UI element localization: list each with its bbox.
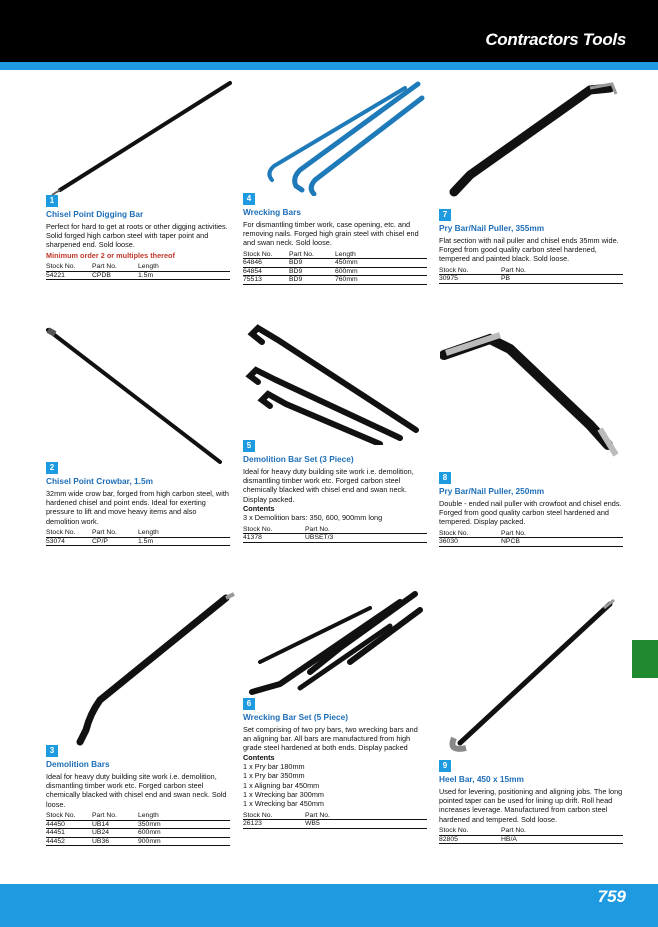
product-8 bbox=[439, 472, 623, 547]
cell-length: 900mm bbox=[138, 837, 230, 846]
page-title: Contractors Tools bbox=[485, 30, 626, 49]
th-part: Part No. bbox=[501, 267, 623, 275]
th-part: Part No. bbox=[92, 529, 138, 537]
cell-length: 600mm bbox=[138, 829, 230, 838]
cell-stock: 53074 bbox=[46, 537, 92, 546]
table-row bbox=[243, 276, 427, 285]
cell-stock: 44450 bbox=[46, 820, 92, 829]
th-part: Part No. bbox=[501, 530, 623, 538]
product-table bbox=[439, 827, 623, 844]
product-description: Perfect for hard to get at roots or other digging activities. Solid forged high carbon steel with taper point and sharpened end. Sold loose. bbox=[46, 221, 228, 250]
product-number: 9 bbox=[439, 760, 451, 772]
demolition-bars-image bbox=[40, 590, 240, 750]
product-number: 7 bbox=[439, 209, 451, 221]
product-number: 2 bbox=[46, 462, 58, 474]
product-5 bbox=[243, 440, 427, 543]
cell-stock: 54221 bbox=[46, 271, 92, 280]
product-description: Used for levering, positioning and aligning jobs. The long pointed taper can be used for lining up drift. Roll head increases leverage. Manufactured from carbon steel hardened and tempered. Sold loose. bbox=[439, 786, 623, 824]
contents-heading: Contents bbox=[243, 752, 275, 762]
table-row bbox=[243, 259, 427, 268]
cell-length: 350mm bbox=[138, 820, 230, 829]
cell-part: UB24 bbox=[92, 829, 138, 838]
table-row bbox=[46, 829, 230, 838]
cell-length: 760mm bbox=[335, 276, 427, 285]
th-length: Length bbox=[138, 263, 230, 271]
cell-part: BD9 bbox=[289, 276, 335, 285]
cell-part: UB36 bbox=[92, 837, 138, 846]
product-table bbox=[243, 812, 427, 829]
product-1 bbox=[46, 195, 230, 280]
chisel-point-digging-bar-image bbox=[40, 78, 240, 198]
product-name: Chisel Point Crowbar, 1.5m bbox=[46, 476, 153, 486]
product-description: Ideal for heavy duty building site work i.e. demolition, dismantling timber work etc. Forged carbon steel chemically blacked with chisel end and swan neck. Sold loose. bbox=[46, 771, 227, 809]
th-stock: Stock No. bbox=[439, 530, 501, 538]
table-row bbox=[243, 534, 427, 543]
header-bar bbox=[0, 0, 658, 62]
th-stock: Stock No. bbox=[46, 529, 92, 537]
th-stock: Stock No. bbox=[46, 812, 92, 820]
product-number: 8 bbox=[439, 472, 451, 484]
product-table bbox=[46, 812, 230, 846]
product-name: Pry Bar/Nail Puller, 355mm bbox=[439, 223, 545, 233]
product-6 bbox=[243, 698, 427, 829]
cell-part: NPCB bbox=[501, 538, 623, 547]
pry-bar-250-image bbox=[440, 325, 620, 465]
table-row bbox=[46, 271, 230, 280]
demolition-bar-set-image bbox=[240, 320, 430, 445]
cell-stock: 75513 bbox=[243, 276, 289, 285]
th-stock: Stock No. bbox=[439, 267, 501, 275]
cell-stock: 36030 bbox=[439, 538, 501, 547]
th-stock: Stock No. bbox=[46, 263, 92, 271]
contents-item: 1 x Wrecking bar 300mm bbox=[243, 789, 324, 799]
footer-bar bbox=[0, 884, 658, 927]
product-name: Demolition Bar Set (3 Piece) bbox=[243, 454, 354, 464]
table-row bbox=[439, 835, 623, 844]
cell-stock: 64846 bbox=[243, 259, 289, 268]
cell-length: 1.5m bbox=[138, 537, 230, 546]
table-row bbox=[439, 538, 623, 547]
cell-part: BD9 bbox=[289, 259, 335, 268]
cell-length: 1.5m bbox=[138, 271, 230, 280]
cell-part: HB/A bbox=[501, 835, 623, 844]
cell-part: BD9 bbox=[289, 267, 335, 276]
product-7 bbox=[439, 209, 623, 284]
th-stock: Stock No. bbox=[243, 812, 305, 820]
product-note: Minimum order 2 or multiples thereof bbox=[46, 250, 175, 260]
table-row bbox=[243, 820, 427, 829]
product-description: Set comprising of two pry bars, two wrecking bars and an aligning bar. All bars are manufactured from high grade steel hardened at both ends. Display packed bbox=[243, 724, 418, 753]
th-part: Part No. bbox=[501, 827, 623, 835]
cell-stock: 26123 bbox=[243, 820, 305, 829]
wrecking-bars-image bbox=[240, 78, 430, 196]
cell-length: 600mm bbox=[335, 267, 427, 276]
th-part: Part No. bbox=[305, 526, 427, 534]
product-number: 5 bbox=[243, 440, 255, 452]
th-length: Length bbox=[138, 812, 230, 820]
cell-part: WB5 bbox=[305, 820, 427, 829]
table-row bbox=[46, 820, 230, 829]
th-stock: Stock No. bbox=[439, 827, 501, 835]
th-stock: Stock No. bbox=[243, 526, 305, 534]
product-3 bbox=[46, 745, 230, 846]
table-row bbox=[439, 275, 623, 284]
cell-part: PB bbox=[501, 275, 623, 284]
table-row bbox=[243, 267, 427, 276]
product-table bbox=[46, 529, 230, 546]
product-name: Wrecking Bar Set (5 Piece) bbox=[243, 712, 348, 722]
product-name: Wrecking Bars bbox=[243, 207, 301, 217]
cell-stock: 82805 bbox=[439, 835, 501, 844]
product-number: 6 bbox=[243, 698, 255, 710]
th-part: Part No. bbox=[92, 263, 138, 271]
product-table bbox=[439, 267, 623, 284]
product-9 bbox=[439, 760, 623, 844]
product-description: Double - ended nail puller with crowfoot and chisel ends. Forged from good quality carbon steel hardened and tempered. Display packed. bbox=[439, 498, 622, 527]
chisel-point-crowbar-image bbox=[40, 320, 230, 470]
th-length: Length bbox=[335, 251, 427, 259]
th-part: Part No. bbox=[305, 812, 427, 820]
cell-part: CPDB bbox=[92, 271, 138, 280]
wrecking-bar-set-image bbox=[240, 588, 435, 698]
contents-item: 1 x Aligning bar 450mm bbox=[243, 780, 320, 790]
product-table bbox=[243, 251, 427, 285]
product-table bbox=[46, 263, 230, 280]
th-part: Part No. bbox=[92, 812, 138, 820]
section-tab bbox=[632, 640, 658, 678]
heel-bar-image bbox=[440, 598, 620, 758]
product-description: For dismantling timber work, case opening, etc. and removing nails. Forged high grain steel with chisel end and swan neck. Sold loose. bbox=[243, 219, 419, 248]
header-stripe bbox=[0, 62, 658, 70]
product-4 bbox=[243, 193, 427, 285]
page-number: 759 bbox=[597, 887, 626, 906]
product-number: 4 bbox=[243, 193, 255, 205]
pry-bar-355-image bbox=[440, 80, 620, 200]
contents-item: 1 x Pry bar 180mm bbox=[243, 761, 305, 771]
product-name: Demolition Bars bbox=[46, 759, 110, 769]
cell-part: CP/P bbox=[92, 537, 138, 546]
th-length: Length bbox=[138, 529, 230, 537]
cell-part: UB14 bbox=[92, 820, 138, 829]
contents-item: 1 x Pry bar 350mm bbox=[243, 771, 305, 781]
th-stock: Stock No. bbox=[243, 251, 289, 259]
contents-item: 3 x Demolition bars: 350, 600, 900mm long bbox=[243, 513, 383, 523]
contents-item: 1 x Wrecking bar 450mm bbox=[243, 799, 324, 809]
product-table bbox=[439, 530, 623, 547]
product-2 bbox=[46, 462, 230, 546]
product-name: Chisel Point Digging Bar bbox=[46, 209, 144, 219]
cell-stock: 41378 bbox=[243, 534, 305, 543]
cell-stock: 44452 bbox=[46, 837, 92, 846]
cell-stock: 64854 bbox=[243, 267, 289, 276]
product-description: Flat section with nail puller and chisel ends 35mm wide. Forged from good quality carbon steel hardened, tempered and painted black. Sold loose. bbox=[439, 235, 619, 264]
product-number: 1 bbox=[46, 195, 58, 207]
cell-stock: 44451 bbox=[46, 829, 92, 838]
table-row bbox=[46, 837, 230, 846]
cell-length: 450mm bbox=[335, 259, 427, 268]
product-name: Pry Bar/Nail Puller, 250mm bbox=[439, 486, 545, 496]
product-name: Heel Bar, 450 x 15mm bbox=[439, 774, 524, 784]
cell-stock: 30975 bbox=[439, 275, 501, 284]
contents-heading: Contents bbox=[243, 503, 275, 513]
product-number: 3 bbox=[46, 745, 58, 757]
product-table bbox=[243, 526, 427, 543]
product-description: 32mm wide crow bar, forged from high carbon steel, with hardened chisel and point ends. Ideal for exerting pressure to lift and move heavy items and also demolition work. bbox=[46, 488, 229, 526]
table-row bbox=[46, 537, 230, 546]
th-part: Part No. bbox=[289, 251, 335, 259]
product-description: Ideal for heavy duty building site work i.e. demolition, dismantling timber work etc. Forged carbon steel chemically blacked with chisel end and swan neck. Display packed. bbox=[243, 466, 414, 504]
cell-part: UBSET/3 bbox=[305, 534, 427, 543]
